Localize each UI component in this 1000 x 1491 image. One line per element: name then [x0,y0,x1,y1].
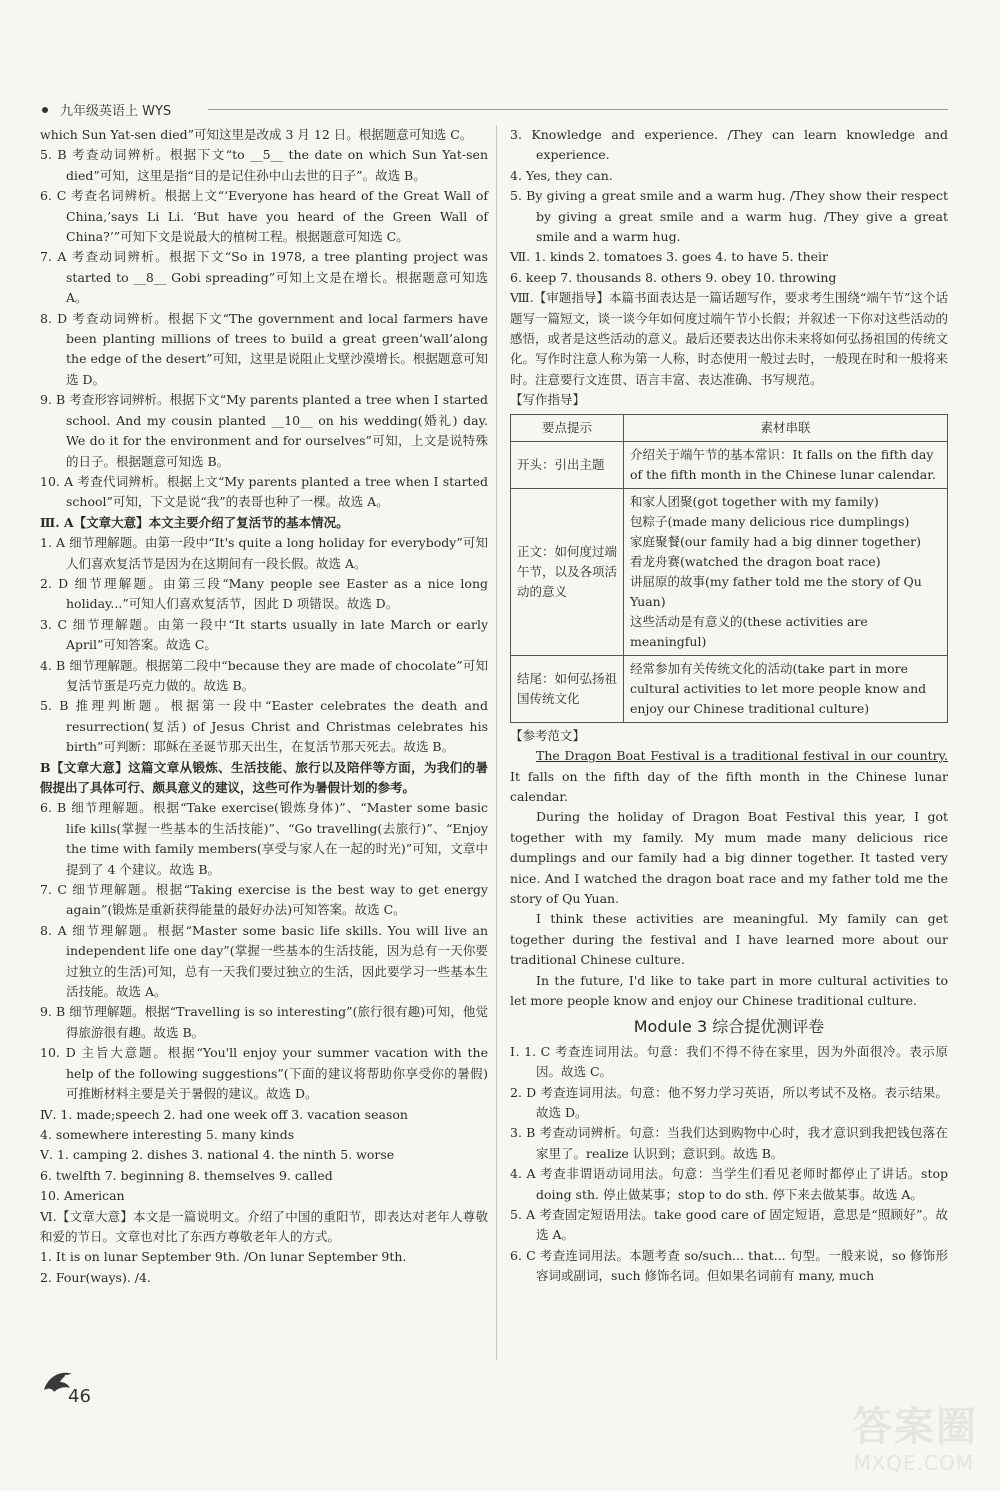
answer-item: 6. keep 7. thousands 8. others 9. obey 10. throwing [510,269,837,285]
answer-item: which Sun Yat-sen died”可知这里是改成 3 月 12 日。根据题意可知选 C。 [40,127,473,142]
table-row [511,441,948,488]
page-header [38,98,948,120]
answer-item: 9. B 细节理解题。根据“Travelling is so interesting”(旅行很有趣)可知，他觉得旅游很有趣。故选 B。 [40,1004,488,1040]
table-header-points: 要点提示 [511,414,624,441]
material-line: 看龙舟赛(watched the dragon boat race) [630,553,881,569]
answer-item: 【写作指导】 [510,392,586,408]
answer-item: 10. D 主旨大意题。根据“You'll enjoy your summer vacation with the help of the following suggestions”(下面的建议将帮助你享受你的暑假)可推断材料主要是关于暑假的建议。故选 D。 [40,1045,488,1102]
answer-item: 5. B 考查动词辨析。根据下文“to __5__ the date on which Sun Yat-sen died”可知，这里是指“目的是记住孙中山去世的日子”。故选 B。 [40,147,488,183]
answer-item: 6. C 考查连词用法。本题考查 so/such... that... 句型。一般来说，so 修饰形容词或副词，such 修饰名词。但如果名词前有 many, much [510,1247,948,1284]
material-line: 这些活动是有意义的(these activities are meaningful) [630,613,868,649]
answer-item: 5. By giving a great smile and a warm hug. /They show their respect by giving a great smile and a warm hug. /They give a great smile and a warm hug. [510,188,948,245]
table-row [511,488,948,655]
bullet-icon [42,107,48,113]
writing-guide-table [510,414,948,723]
answer-item: 7. C 细节理解题。根据“Taking exercise is the best way to get energy again”(锻炼是重新获得能量的最好办法)可知答案。故选 C。 [40,882,488,918]
answer-item: 4. somewhere interesting 5. many kinds [40,1126,295,1142]
table-row [511,655,948,722]
table-cell-point: 开头：引出主题 [511,441,624,488]
answer-item: 8. D 考查动词辨析。根据下文“The government and local farmers have been planting millions of trees to build a great green‘wall’along the edge of the desert”可知，这里是说阻止戈壁沙漠增长。根据题意可知选 D。 [40,310,488,387]
module-title: Module 3 综合提优测评卷 [633,1017,825,1037]
essay-paragraph: I think these activities are meaningful. My family can get together during the festival and I have learned more about our traditional Chinese culture. [510,911,948,968]
essay-paragraph: The Dragon Boat Festival is a traditional festival in our country. It falls on the fifth day of the fifth month in the Chinese lunar calendar. [510,748,948,804]
answer-item: 6. twelfth 7. beginning 8. themselves 9. called [40,1167,333,1183]
answer-item: 2. Four(ways). /4. [40,1269,151,1285]
table-header-materials: 素材串联 [624,414,948,441]
answer-item: 2. D 细节理解题。由第三段“Many people see Easter as a nice long holiday...”可知人们喜欢复活节，因此 D 项错误。故选 D。 [40,575,488,612]
answer-item: 5. B 推理判断题。根据第一段中“Easter celebrates the death and resurrection(复活) of Jesus Christ and Christmas celebrates his birth”可判断：耶稣在圣诞节那天出生，在复活节那天死去。故选 B。 [40,698,488,755]
answer-item: B【文章大意】这篇文章从锻炼、生活技能、旅行以及陪伴等方面，为我们的暑假提出了具体可行、颇具意义的建议，这些可作为暑假计划的参考。 [40,759,488,795]
watermark-logo [808,1395,978,1475]
table-cell-material [624,488,948,655]
answer-item: 10. A 考查代词辨析。根据上文“My parents planted a tree when I started school”可知，下文是说“我”的表哥也种了一棵。故选 A。 [40,473,488,510]
answer-item: 3. B 考查动词辨析。句意：当我们达到购物中心时，我才意识到我把钱包落在家里了。realize 认识到；意识到。故选 B。 [510,1125,948,1161]
column-divider [496,125,497,1360]
header-rule [208,109,948,110]
material-line: 讲屈原的故事(my father told me the story of Qu Yuan) [630,573,922,609]
answer-item: 6. B 细节理解题。根据“Take exercise(锻炼身体)”、“Master some basic life kills(掌握一些基本的生活技能)”、“Go travelling(去旅行)”、“Enjoy the time with family members(享受与家人在一起的时光)”可知，文章中提到了 4 个建议。故选 B。 [40,800,488,877]
answer-item: Ⅰ. 1. C 考查连词用法。句意：我们不得不待在家里，因为外面很冷。表示原因。故选 C。 [510,1043,948,1080]
answer-item: Ⅶ. 1. kinds 2. tomatoes 3. goes 4. to have 5. their [510,249,828,265]
answer-item: Ⅴ. 1. camping 2. dishes 3. national 4. the ninth 5. worse [40,1147,395,1163]
table-cell-material [624,441,948,488]
essay-paragraph: During the holiday of Dragon Boat Festival this year, I got together with my family. My mum made many delicious rice dumplings and our family had a big dinner together. It tasted very nice. And I watched the dragon boat race and my father told me the story of Qu Yuan. [510,809,948,906]
material-line: 介绍关于端午节的基本常识：It falls on the fifth day of the fifth month in the Chinese lunar calendar. [630,446,936,482]
answer-item: 9. B 考查形容词辨析。根据下文“My parents planted a tree when I started school. And my cousin planted __10__ on his wedding(婚礼) day. We do it for the environment and for ourselves”可知，上文是说特殊的日子。根据题意可知选 B。 [40,392,488,469]
table-cell-point: 结尾：如何弘扬祖国传统文化 [511,655,624,722]
answer-item: 1. A 细节理解题。由第一段中“It's quite a long holiday for everybody”可知人们喜欢复活节是因为在这期间有一段长假。故选 A。 [40,535,488,571]
answers-block [510,125,948,411]
answer-item: Ⅲ. A【文章大意】本文主要介绍了复活节的基本情况。 [40,514,349,530]
answer-item: Ⅵ.【文章大意】本文是一篇说明文。介绍了中国的重阳节，即表达对老年人尊敬和爱的节日。文章也对比了东西方尊敬老年人的方式。 [40,1208,488,1244]
answer-item: 2. D 考查连词用法。句意：他不努力学习英语，所以考试不及格。表示结果。故选 D。 [510,1084,948,1120]
answer-item: Ⅷ.【审题指导】本篇书面表达是一篇话题写作，要求考生围绕“端午节”这个话题写一篇短文，谈一谈今年如何度过端午节小长假；并叙述一下你对这些活动的感悟，或者是这些活动的意义。最后还要表达出你未来将如何弘扬祖国的传统文化。写作时注意人称为第一人称，时态使用一般过去时，一般现在时和一般将来时。注意要行文连贯、语言丰富、表达准确、书写规范。 [510,290,948,387]
material-line: 家庭聚餐(our family had a big dinner together) [630,533,921,549]
answer-item: 4. A 考查非谓语动词用法。句意：当学生们看见老师时都停止了讲话。stop doing sth. 停止做某事；stop to do sth. 停下来去做某事。故选 A。 [510,1166,948,1202]
answer-item: 3. C 细节理解题。由第一段中“It starts usually in late March or early April”可知答案。故选 C。 [40,616,488,653]
answer-item: 3. Knowledge and experience. /They can learn knowledge and experience. [510,127,948,163]
essay-heading: 【参考范文】 [510,727,586,743]
table-cell-point: 正文：如何度过端午节，以及各项活动的意义 [511,488,624,655]
module-answers [510,1042,948,1287]
answer-item: 7. A 考查动词辨析。根据下文“So in 1978, a tree planting project was started to __8__ Gobi spreading”可知上文是在增长。根据题意可知选 A。 [40,249,488,306]
right-column [510,125,948,1287]
answer-item: 4. Yes, they can. [510,167,613,183]
page-number: 46 [68,1386,91,1407]
answer-item: 1. It is on lunar September 9th. /On lunar September 9th. [40,1249,407,1265]
answer-item: Ⅳ. 1. made;speech 2. had one week off 3. vacation season [40,1106,408,1122]
answer-item: 6. C 考查名词辨析。根据上文“‘Everyone has heard of the Great Wall of China,’says Li Li. ‘But have you heard of the Green Wall of China?’”可知下文是说最大的植树工程。根据题意可知选 C。 [40,188,488,245]
answer-item: 8. A 细节理解题。根据“Master some basic life skills. You will live an independent life one day”(掌握一些基本的生活技能，因为总有一天你要过独立的生活)可知，总有一天我们要过独立的生活，因此要学习一些基本生活技能。故选 A。 [40,922,488,1000]
watermark-text: 答案圈 [852,1404,978,1450]
answer-item: 4. B 细节理解题。根据第二段中“because they are made of chocolate”可知复活节蛋是巧克力做的。故选 B。 [40,657,488,693]
material-line: 经常参加有关传统文化的活动(take part in more cultural activities to let more people know and enjoy our Chinese traditional culture) [630,660,927,716]
table-cell-material [624,655,948,722]
left-column [40,125,488,1288]
answer-item: 10. American [40,1188,125,1204]
watermark-url: MXQE.COM [853,1451,974,1475]
answer-item: 5. A 考查固定短语用法。take good care of 固定短语，意思是“照顾好”。故选 A。 [510,1207,948,1243]
essay-paragraph: In the future, I'd like to take part in more cultural activities to let more people know and enjoy our Chinese traditional culture. [510,972,948,1008]
material-line: 和家人团聚(got together with my family) [630,493,879,509]
book-title: 九年级英语上 WYS [60,104,172,119]
material-line: 包粽子(made many delicious rice dumplings) [630,513,910,529]
